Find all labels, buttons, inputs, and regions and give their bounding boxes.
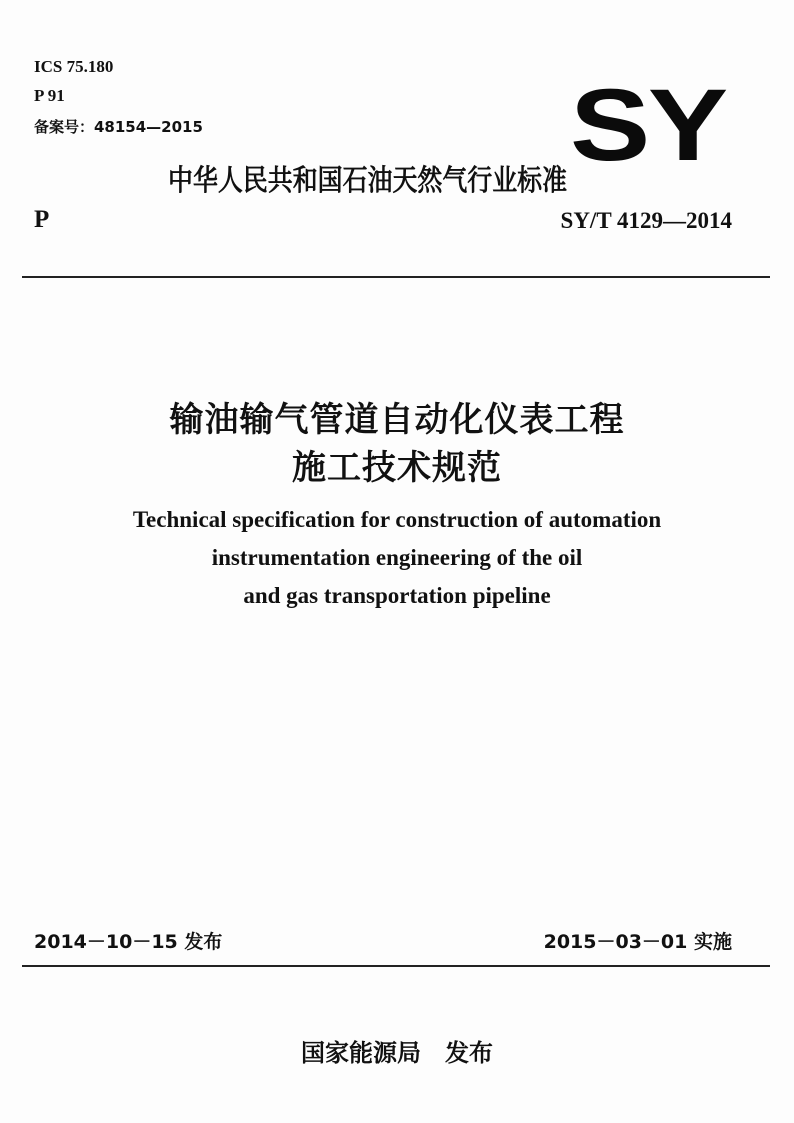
title-en-line-1: Technical specification for construction of automation: [132, 507, 662, 532]
title-cn-line-1: 输油输气管道自动化仪表工程: [169, 400, 625, 440]
title-en-line-3: and gas transportation pipeline: [243, 583, 551, 608]
bottom-divider: [22, 965, 770, 967]
standard-number: SY/T 4129—2014: [560, 208, 732, 233]
sy-logo: SY: [570, 68, 726, 182]
title-cn-line-2: 施工技术规范: [292, 448, 502, 488]
title-en-line-2: instrumentation engineering of the oil: [211, 545, 583, 570]
top-divider: [22, 276, 770, 278]
publish-date: 2014－10－15 发布: [34, 931, 223, 953]
ics-code: ICS 75.180: [34, 57, 114, 76]
industry-standard-title: 中华人民共和国石油天然气行业标准: [168, 163, 568, 197]
effective-date: 2015－03－01 实施: [543, 931, 732, 953]
category-letter: P: [34, 206, 50, 233]
classification-code: P 91: [34, 86, 65, 105]
issuing-authority: 国家能源局 发布: [301, 1039, 493, 1067]
record-number: 备案号：48154—2015: [34, 118, 203, 136]
